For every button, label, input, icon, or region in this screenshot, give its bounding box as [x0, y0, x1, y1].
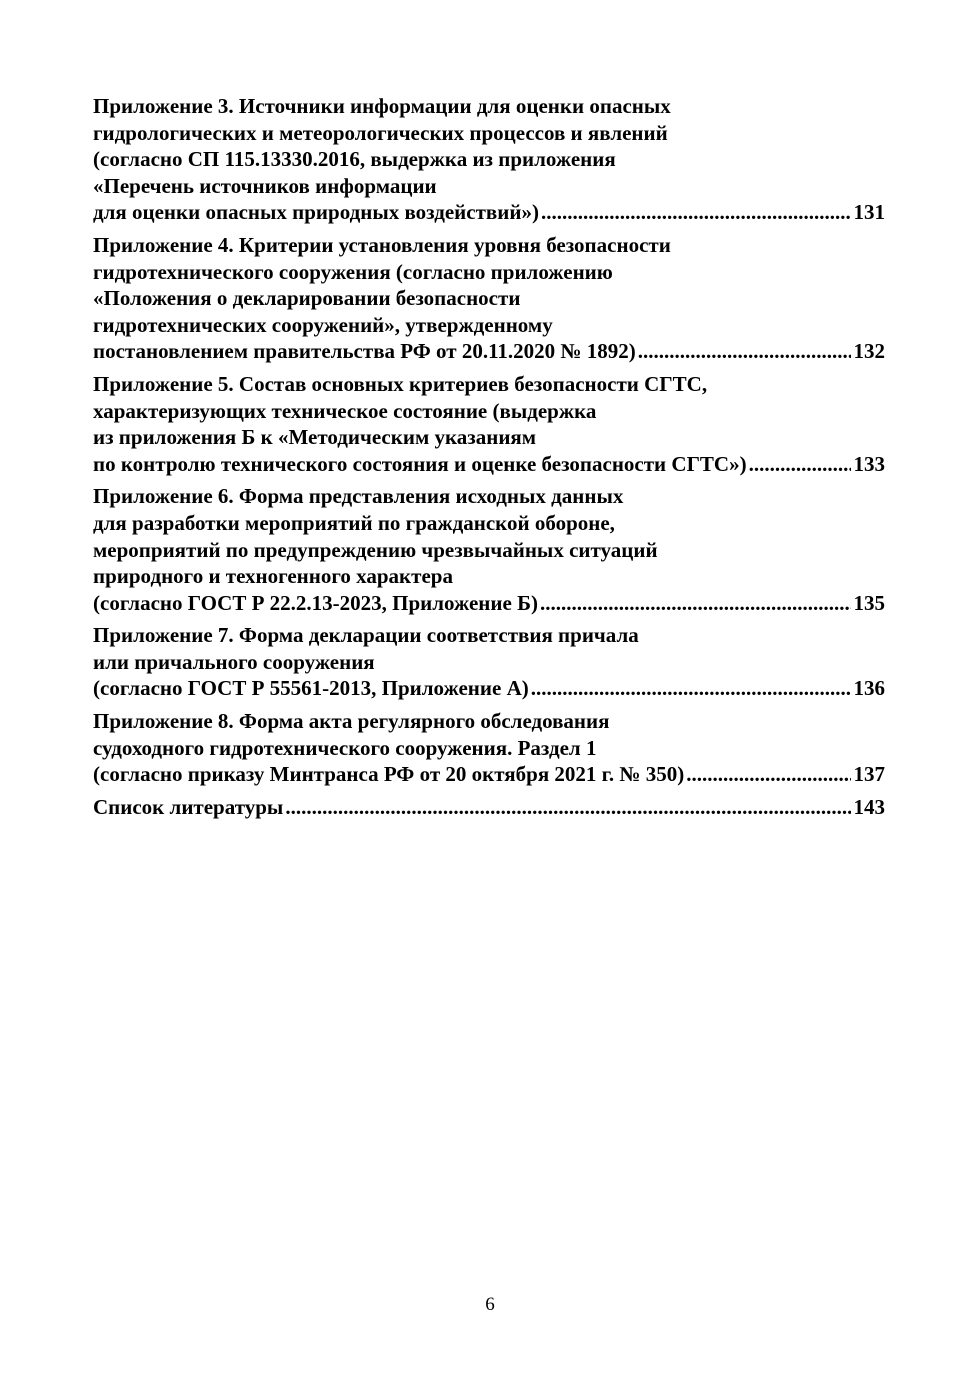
toc-entry-line: судоходного гидротехнического сооружения. Раздел 1	[93, 735, 597, 760]
toc-entry-appendix-3[interactable]	[93, 93, 885, 226]
toc-page-number: 131	[853, 200, 885, 225]
toc-entry-line: Приложение 4. Критерии установления уровня безопасности	[93, 232, 671, 257]
toc-entry-appendix-7[interactable]	[93, 622, 885, 702]
dot-leader	[638, 338, 851, 365]
toc-entry-line: (согласно ГОСТ Р 22.2.13-2023, Приложение Б)	[93, 590, 538, 615]
toc-page-number: 135	[853, 590, 885, 615]
toc-entry-line: постановлением правительства РФ от 20.11.2020 № 1892)	[93, 339, 636, 364]
toc-entry-appendix-4[interactable]	[93, 232, 885, 365]
toc-entry-last-line	[93, 675, 885, 702]
toc-page-number: 133	[853, 451, 885, 476]
toc-entry-line: Приложение 7. Форма декларации соответствия причала	[93, 623, 639, 648]
toc-entry-line: из приложения Б к «Методическим указаниям	[93, 425, 537, 450]
dot-leader	[686, 761, 850, 788]
toc-page-number: 137	[853, 762, 885, 787]
toc-entry-last-line	[93, 761, 885, 788]
toc-entry-line: (согласно СП 115.13330.2016, выдержка из приложения	[93, 147, 616, 172]
toc-entry-line: Приложение 3. Источники информации для оценки опасных	[93, 94, 671, 118]
toc-entry-last-line	[93, 338, 885, 365]
toc-entry-line: гидротехнических сооружений», утвержденному	[93, 312, 553, 337]
toc-entry-line: «Положения о декларировании безопасности	[93, 286, 521, 311]
dot-leader	[285, 794, 850, 821]
dot-leader	[541, 199, 851, 226]
dot-leader	[749, 451, 851, 478]
toc-entry-last-line	[93, 451, 885, 478]
toc-entry-line: «Перечень источников информации	[93, 173, 437, 198]
page-number: 6	[485, 1294, 495, 1315]
toc-entry-line: природного и техногенного характера	[93, 564, 453, 589]
toc-entry-line: Приложение 8. Форма акта регулярного обследования	[93, 709, 610, 734]
toc-entry-appendix-5[interactable]	[93, 371, 885, 477]
toc-entry-line: гидрологических и метеорологических процессов и явлений	[93, 120, 668, 145]
toc-entry-line: Приложение 6. Форма представления исходных данных	[93, 484, 624, 509]
toc-entry-line: характеризующих техническое состояние (выдержка	[93, 398, 597, 423]
toc-entry-line: (согласно ГОСТ Р 55561-2013, Приложение А)	[93, 676, 529, 701]
dot-leader	[531, 675, 851, 702]
toc-entry-line: для оценки опасных природных воздействий»)	[93, 200, 539, 225]
dot-leader	[540, 590, 851, 617]
toc-entry-last-line	[93, 590, 885, 617]
toc-page-number: 132	[853, 339, 885, 364]
toc-entry-line: Приложение 5. Состав основных критериев безопасности СГТС,	[93, 371, 708, 396]
toc-entry-last-line	[93, 199, 885, 226]
toc-entry-appendix-8[interactable]	[93, 708, 885, 788]
toc-entry-line: гидротехнического сооружения (согласно приложению	[93, 259, 613, 284]
toc-entry-line: Список литературы	[93, 794, 284, 819]
table-of-contents	[93, 93, 885, 826]
toc-entry-line: (согласно приказу Минтранса РФ от 20 октября 2021 г. № 350)	[93, 762, 685, 787]
toc-entry-line: для разработки мероприятий по гражданской обороне,	[93, 510, 615, 535]
toc-entry-line: мероприятий по предупреждению чрезвычайных ситуаций	[93, 537, 658, 562]
toc-page-number: 143	[853, 794, 885, 819]
toc-entry-bibliography[interactable]	[93, 794, 885, 821]
toc-entry-line: или причального сооружения	[93, 649, 375, 674]
toc-page-number: 136	[853, 676, 885, 701]
toc-entry-line: по контролю технического состояния и оценке безопасности СГТС»)	[93, 451, 747, 476]
toc-entry-appendix-6[interactable]	[93, 483, 885, 616]
toc-entry-last-line	[93, 794, 885, 821]
